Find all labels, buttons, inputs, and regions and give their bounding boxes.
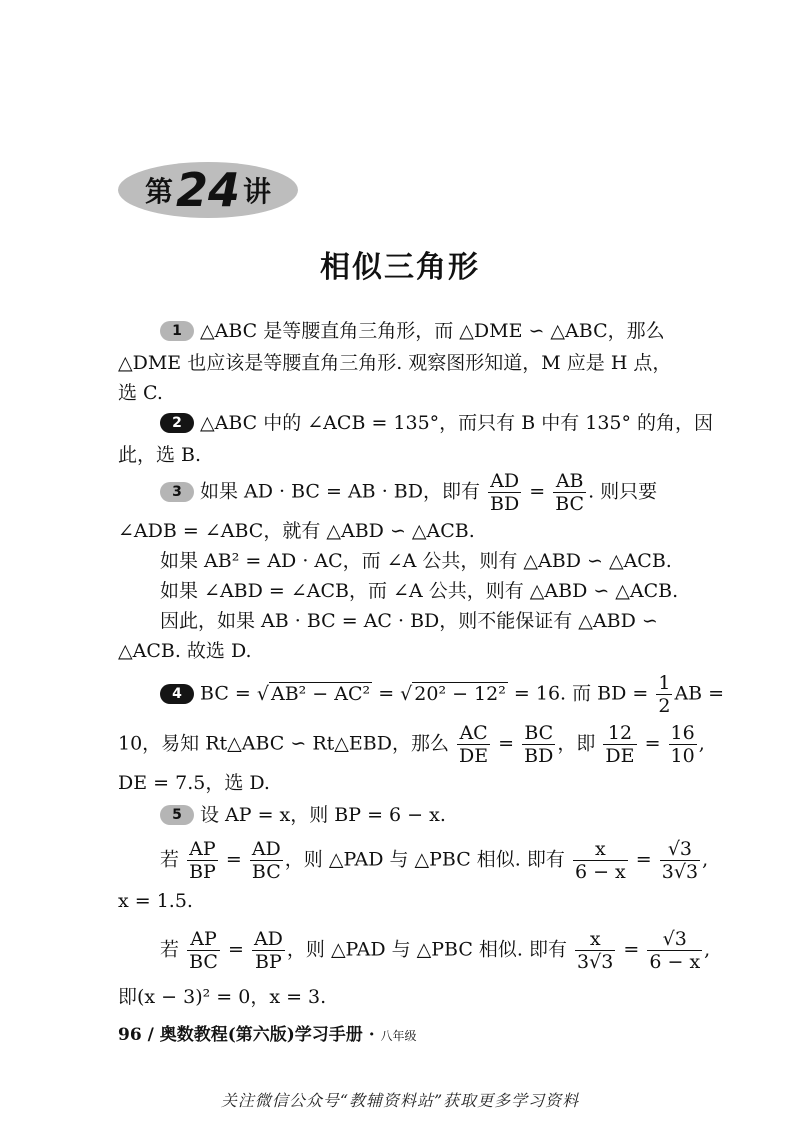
problem-4-line-2: 10，易知 Rt△ABC ∽ Rt△EBD，那么 $\frac{AC}{DE}$ = $\frac{BC}{BD}$ ，即 $\frac{12}{DE}$ = $\frac{16}{10}$ , bbox=[118, 722, 705, 767]
watermark-text: 关注微信公众号“教辅资料站”获取更多学习资料 bbox=[220, 1091, 580, 1110]
problem-3-line-5: 因此，如果 AB · BC = AC · BD，则不能保证有 △ABD ∽ bbox=[160, 610, 658, 632]
sqrt-expression-2: √ 20² − 12² bbox=[400, 682, 506, 705]
problem-4-line-3: DE = 7.5，选 D. bbox=[118, 772, 270, 794]
fraction-r3-6minusx: $\frac{√3}{6 - x}$ bbox=[649, 928, 701, 973]
chapter-title: 相似三角形 bbox=[320, 250, 480, 285]
problem-3-line-1: 3 如果 AD · BC = AB · BD，即有 $\frac{AD}{BD}$ = $\frac{AB}{BC}$ . 则只要 bbox=[160, 470, 657, 515]
lecture-badge bbox=[118, 162, 298, 218]
problem-5-line-3: x = 1.5. bbox=[118, 890, 193, 912]
problem-5-line-1: 5 设 AP = x，则 BP = 6 − x. bbox=[160, 800, 446, 827]
problem-4-line-1: 4 BC = √ AB² − AC² = √ 20² − 12² = 16. 而 BD = $\frac{1}{2}$ AB = bbox=[160, 672, 724, 717]
problem-1-line-2: △DME 也应该是等腰直角三角形. 观察图形知道，M 应是 H 点， bbox=[118, 352, 672, 374]
fraction-x-6minusx: $\frac{x}{6 - x}$ bbox=[574, 838, 626, 883]
fraction-ad-bp: $\frac{AD}{BP}$ bbox=[253, 928, 283, 973]
fraction-ap-bp: $\frac{AP}{BP}$ bbox=[189, 838, 216, 883]
fraction-ad-bd: $\frac{AD}{BD}$ bbox=[490, 470, 520, 515]
sqrt-expression-1: √ AB² − AC² bbox=[256, 682, 371, 705]
problem-badge-4: 4 bbox=[160, 684, 194, 704]
fraction-x-3r3: $\frac{x}{3√3}$ bbox=[577, 928, 614, 973]
fraction-bc-bd: $\frac{BC}{BD}$ bbox=[524, 722, 554, 767]
problem-badge-3: 3 bbox=[160, 482, 194, 502]
lecture-number: 第24 讲 bbox=[144, 163, 272, 217]
problem-3-line-3: 如果 AB² = AD · AC，而 ∠A 公共，则有 △ABD ∽ △ACB. bbox=[160, 550, 672, 572]
problem-badge-1: 1 bbox=[160, 321, 194, 341]
problem-5-line-2: 若 $\frac{AP}{BP}$ = $\frac{AD}{BC}$ ，则 △PAD 与 △PBC 相似. 即有 $\frac{x}{6 - x}$ = $\frac{√3}{3√3}$ , bbox=[160, 838, 709, 883]
fraction-ad-bc: $\frac{AD}{BC}$ bbox=[251, 838, 281, 883]
problem-2-line-1: 2 △ABC 中的 ∠ACB = 135°，而只有 B 中有 135° 的角，因 bbox=[160, 408, 713, 435]
fraction-ab-bc: $\frac{AB}{BC}$ bbox=[555, 470, 585, 515]
problem-1-line-3: 选 C. bbox=[118, 382, 163, 404]
problem-2-line-2: 此，选 B. bbox=[118, 444, 202, 466]
problem-badge-5: 5 bbox=[160, 805, 194, 825]
fraction-one-half: $\frac{1}{2}$ bbox=[658, 672, 671, 717]
fraction-12-de: $\frac{12}{DE}$ bbox=[605, 722, 635, 767]
fraction-ac-de: $\frac{AC}{DE}$ bbox=[459, 722, 489, 767]
page-footer: 96 / 奥数教程(第六版)学习手册 · 八年级 bbox=[118, 1025, 417, 1045]
fraction-ap-bc: $\frac{AP}{BC}$ bbox=[189, 928, 218, 973]
problem-5-line-5: 即(x − 3)² = 0，x = 3. bbox=[118, 986, 327, 1008]
problem-badge-2: 2 bbox=[160, 413, 194, 433]
problem-3-line-6: △ACB. 故选 D. bbox=[118, 640, 252, 662]
problem-3-line-4: 如果 ∠ABD = ∠ACB，而 ∠A 公共，则有 △ABD ∽ △ACB. bbox=[160, 580, 679, 602]
problem-3-line-2: ∠ADB = ∠ABC，就有 △ABD ∽ △ACB. bbox=[118, 520, 475, 542]
fraction-16-10: $\frac{16}{10}$ bbox=[670, 722, 695, 767]
problem-1-line-1: 1 △ABC 是等腰直角三角形，而 △DME ∽ △ABC，那么 bbox=[160, 316, 665, 343]
problem-5-line-4: 若 $\frac{AP}{BC}$ = $\frac{AD}{BP}$ ，则 △PAD 与 △PBC 相似. 即有 $\frac{x}{3√3}$ = $\frac{√3}{6 - x}$ , bbox=[160, 928, 711, 973]
fraction-r3-3r3: $\frac{√3}{3√3}$ bbox=[661, 838, 699, 883]
